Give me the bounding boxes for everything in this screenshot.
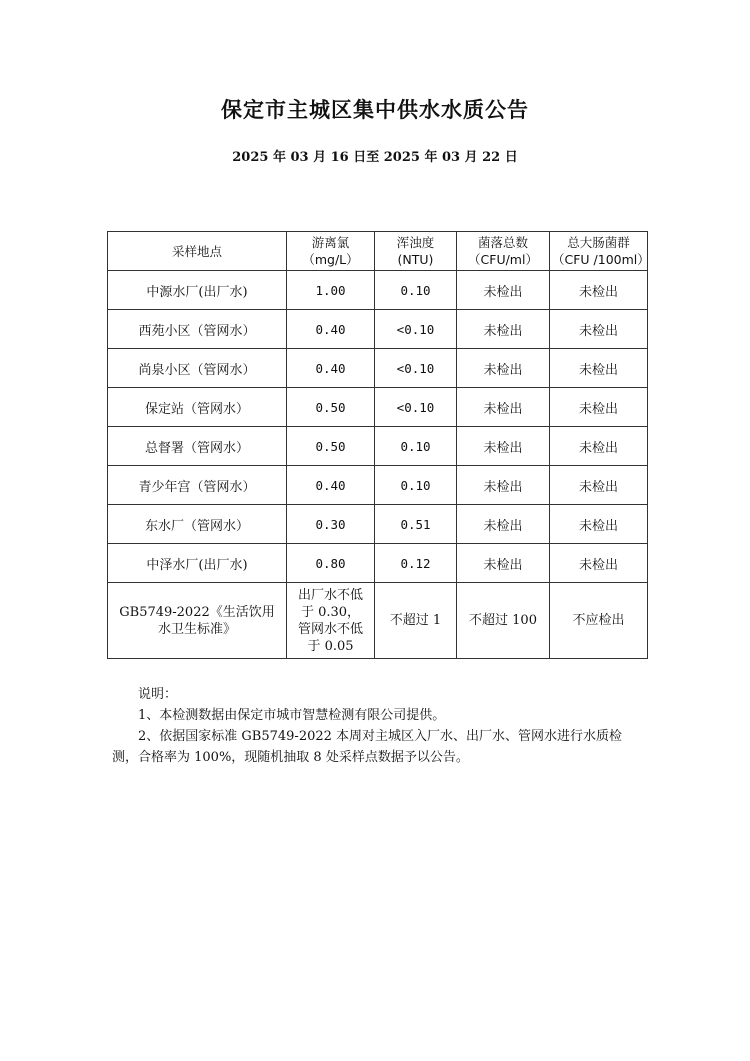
colony-cell: 未检出: [457, 349, 550, 388]
colony-cell: 未检出: [457, 466, 550, 505]
chlorine-cell: 0.40: [287, 466, 375, 505]
table-row: [108, 349, 648, 388]
notes-label: 说明：: [138, 687, 178, 702]
coliform-cell: 未检出: [550, 505, 648, 544]
chlorine-cell: 1.00: [287, 271, 375, 310]
colony-cell: 未检出: [457, 271, 550, 310]
colony-cell: 未检出: [457, 427, 550, 466]
turbidity-cell: 0.10: [375, 427, 457, 466]
table-row: [108, 388, 648, 427]
turbidity-cell: <0.10: [375, 349, 457, 388]
table-row: [108, 544, 648, 583]
header-chlorine-unit: （mg/L）: [302, 252, 359, 267]
chlorine-cell: 0.40: [287, 349, 375, 388]
table-row: [108, 427, 648, 466]
header-chlorine-label: 游离氯: [311, 235, 350, 250]
colony-cell: 未检出: [457, 505, 550, 544]
standard-turbidity-cell: 不超过 1: [375, 583, 457, 659]
colony-cell: 未检出: [457, 544, 550, 583]
turbidity-cell: 0.12: [375, 544, 457, 583]
table-row: [108, 505, 648, 544]
turbidity-cell: 0.51: [375, 505, 457, 544]
standard-colony-cell: 不超过 100: [457, 583, 550, 659]
notes-section: [112, 684, 642, 768]
chlorine-cell: 0.80: [287, 544, 375, 583]
standard-row: [108, 583, 648, 659]
header-colony-label: 菌落总数: [477, 235, 528, 250]
turbidity-cell: <0.10: [375, 388, 457, 427]
turbidity-cell: <0.10: [375, 310, 457, 349]
header-colony-unit: （CFU/ml）: [468, 252, 538, 267]
table-row: [108, 310, 648, 349]
header-chlorine: [287, 232, 375, 271]
site-cell: 中泽水厂(出厂水): [108, 544, 287, 583]
site-cell: 西苑小区（管网水）: [108, 310, 287, 349]
site-cell: 尚泉小区（管网水）: [108, 349, 287, 388]
chlorine-cell: 0.30: [287, 505, 375, 544]
coliform-cell: 未检出: [550, 271, 648, 310]
header-turbidity-unit: (NTU): [397, 252, 434, 267]
coliform-cell: 未检出: [550, 544, 648, 583]
site-cell: 东水厂（管网水）: [108, 505, 287, 544]
coliform-cell: 未检出: [550, 349, 648, 388]
header-site: [108, 232, 287, 271]
header-site-label: 采样地点: [171, 243, 222, 259]
table-row: [108, 271, 648, 310]
header-turbidity: [375, 232, 457, 271]
coliform-cell: 未检出: [550, 427, 648, 466]
coliform-cell: 未检出: [550, 310, 648, 349]
site-cell: 青少年宫（管网水）: [108, 466, 287, 505]
site-cell: 保定站（管网水）: [108, 388, 287, 427]
site-cell: 中源水厂(出厂水): [108, 271, 287, 310]
header-coliform: [550, 232, 648, 271]
site-cell: 总督署（管网水）: [108, 427, 287, 466]
standard-coliform-cell: 不应检出: [550, 583, 648, 659]
standard-chlorine-cell: 出厂水不低于 0.30，管网水不低于 0.05: [287, 583, 375, 659]
table-row: [108, 466, 648, 505]
note-item: 2、依据国家标准 GB5749-2022 本周对主城区入厂水、出厂水、管网水进行水质检测，合格率为 100%，现随机抽取 8 处采样点数据予以公告。: [112, 729, 623, 765]
header-turbidity-label: 浑浊度: [396, 235, 435, 250]
coliform-cell: 未检出: [550, 466, 648, 505]
colony-cell: 未检出: [457, 310, 550, 349]
coliform-cell: 未检出: [550, 388, 648, 427]
water-quality-table: [107, 231, 648, 659]
page-title: 保定市主城区集中供水水质公告: [221, 97, 529, 122]
turbidity-cell: 0.10: [375, 271, 457, 310]
chlorine-cell: 0.40: [287, 310, 375, 349]
chlorine-cell: 0.50: [287, 427, 375, 466]
header-colony: [457, 232, 550, 271]
note-item: 1、本检测数据由保定市城市智慧检测有限公司提供。: [138, 708, 446, 723]
date-range: 2025 年 03 月 16 日至 2025 年 03 月 22 日: [232, 150, 518, 165]
header-coliform-unit: （CFU /100ml）: [552, 252, 650, 267]
chlorine-cell: 0.50: [287, 388, 375, 427]
standard-name-cell: GB5749-2022《生活饮用水卫生标准》: [108, 583, 287, 659]
colony-cell: 未检出: [457, 388, 550, 427]
table-header-row: [108, 232, 648, 271]
turbidity-cell: 0.10: [375, 466, 457, 505]
header-coliform-label: 总大肠菌群: [567, 235, 630, 250]
